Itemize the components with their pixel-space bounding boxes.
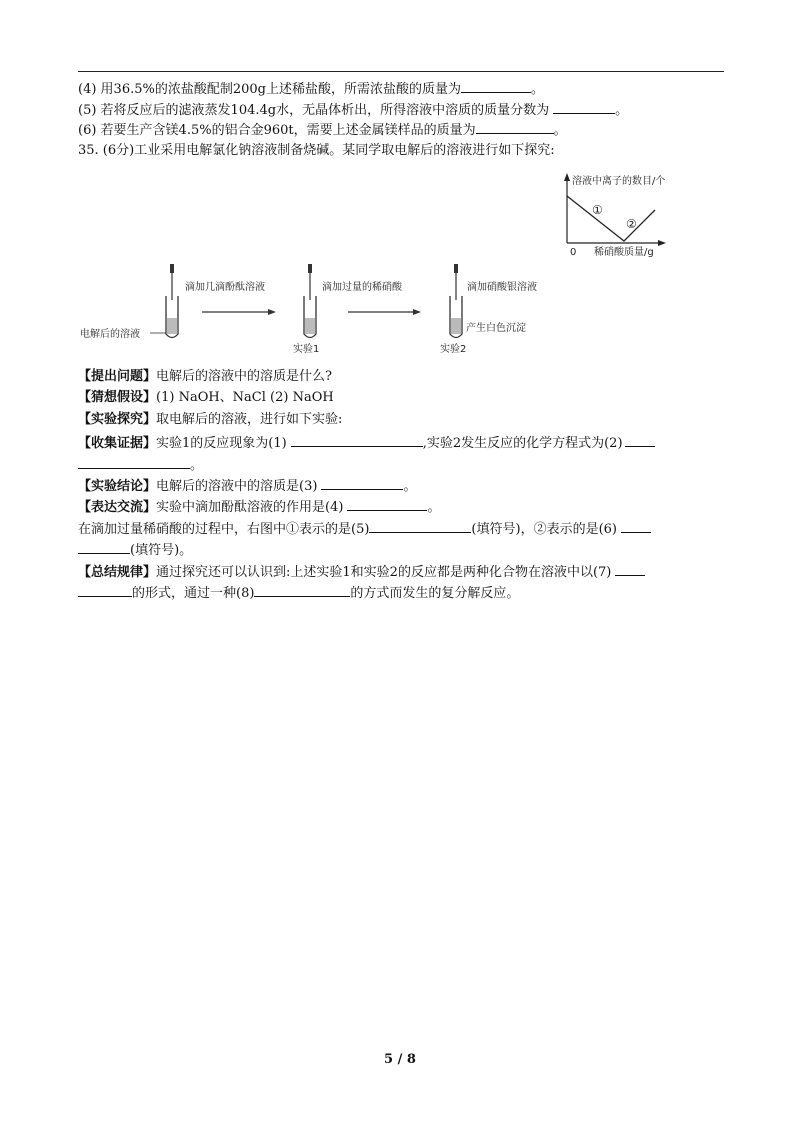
dropper-bulb-icon — [454, 264, 458, 273]
test-tube-electrolysis — [80, 264, 265, 340]
step3-label: 滴加硝酸银溶液 — [467, 282, 537, 293]
section-conclusion: 【实验结论】电解后的溶液中的溶质是(3) 。 — [78, 476, 416, 496]
section-question: 【提出问题】电解后的溶液中的溶质是什么? — [78, 369, 332, 384]
section-experiment: 【实验探究】取电解后的溶液，进行如下实验: — [78, 412, 343, 427]
answer-blank-2[interactable] — [625, 433, 655, 447]
tube2-label: 实验2 — [440, 344, 467, 355]
answer-blank-7-cont[interactable] — [78, 583, 132, 597]
graph-origin: 0 — [570, 247, 577, 258]
section-summary: 【总结规律】通过探究还可以认识到:上述实验1和实验2的反应都是两种化合物在溶液中以(7) — [78, 562, 645, 582]
question-35-intro: 35. (6分)工业采用电解氯化钠溶液制备烧碱。某同学取电解后的溶液进行如下探究: — [78, 143, 555, 158]
arrow-right-icon — [413, 309, 421, 315]
dropper-bulb-icon — [170, 264, 174, 273]
ion-count-graph — [564, 173, 666, 258]
section-evidence: 【收集证据】实验1的反应现象为(1) ,实验2发生反应的化学方程式为(2) — [78, 433, 655, 453]
test-tube-experiment-1 — [293, 264, 403, 355]
tube1-label: 实验1 — [293, 344, 320, 355]
answer-blank-6-cont[interactable] — [78, 540, 130, 554]
answer-blank-5[interactable] — [369, 519, 471, 533]
graph-question: 在滴加过量稀硝酸的过程中，右图中①表示的是(5) (填符号)，②表示的是(6) — [78, 519, 651, 539]
graph-y-label: 溶液中离子的数目/个 — [572, 176, 666, 187]
answer-blank-6[interactable] — [621, 519, 651, 533]
step1-label: 滴加几滴酚酞溶液 — [185, 282, 265, 293]
graph-x-label: 稀硝酸质量/g — [594, 247, 654, 258]
question-5: (5) 若将反应后的滤液蒸发104.4g水，无晶体析出，所得溶液中溶质的质量分数为 。 — [78, 100, 628, 120]
header-rule — [78, 71, 724, 72]
answer-blank[interactable] — [476, 120, 554, 134]
page-number: 5 / 8 — [384, 1052, 416, 1067]
section-exchange: 【表达交流】实验中滴加酚酞溶液的作用是(4) 。 — [78, 497, 440, 517]
dropper-bulb-icon — [308, 264, 312, 273]
liquid-icon — [451, 318, 461, 334]
question-6: (6) 若要生产含镁4.5%的铝合金960t，需要上述金属镁样品的质量为 。 — [78, 120, 567, 140]
answer-blank[interactable] — [461, 79, 531, 93]
answer-blank-8[interactable] — [254, 583, 350, 597]
answer-blank[interactable] — [553, 100, 615, 114]
graph-mark-2: ② — [626, 217, 637, 231]
question-4: (4) 用36.5%的浓盐酸配制200g上述稀盐酸，所需浓盐酸的质量为 。 — [78, 79, 544, 99]
liquid-icon — [305, 318, 315, 334]
section-evidence-cont: 。 — [78, 455, 203, 475]
tube0-label: 电解后的溶液 — [80, 329, 140, 340]
answer-blank-3[interactable] — [321, 476, 403, 490]
answer-blank-2-cont[interactable] — [78, 455, 190, 469]
arrow-right-icon — [658, 240, 666, 246]
test-tube-experiment-2 — [440, 264, 537, 355]
answer-blank-1[interactable] — [291, 433, 423, 447]
precipitate-label: 产生白色沉淀 — [466, 323, 526, 334]
graph-line — [567, 196, 655, 241]
answer-blank-7[interactable] — [615, 562, 645, 576]
step2-label: 滴加过量的稀硝酸 — [322, 282, 402, 293]
arrow-up-icon — [564, 173, 570, 181]
experiment-figure — [0, 160, 800, 360]
graph-question-cont: (填符号)。 — [78, 540, 192, 560]
liquid-icon — [167, 318, 177, 334]
answer-blank-4[interactable] — [347, 497, 427, 511]
section-hypothesis: 【猜想假设】(1) NaOH、NaCl (2) NaOH — [78, 390, 334, 405]
section-summary-cont: 的形式，通过一种(8) 的方式而发生的复分解反应。 — [78, 583, 519, 603]
arrow-right-icon — [268, 309, 276, 315]
graph-mark-1: ① — [592, 203, 603, 217]
